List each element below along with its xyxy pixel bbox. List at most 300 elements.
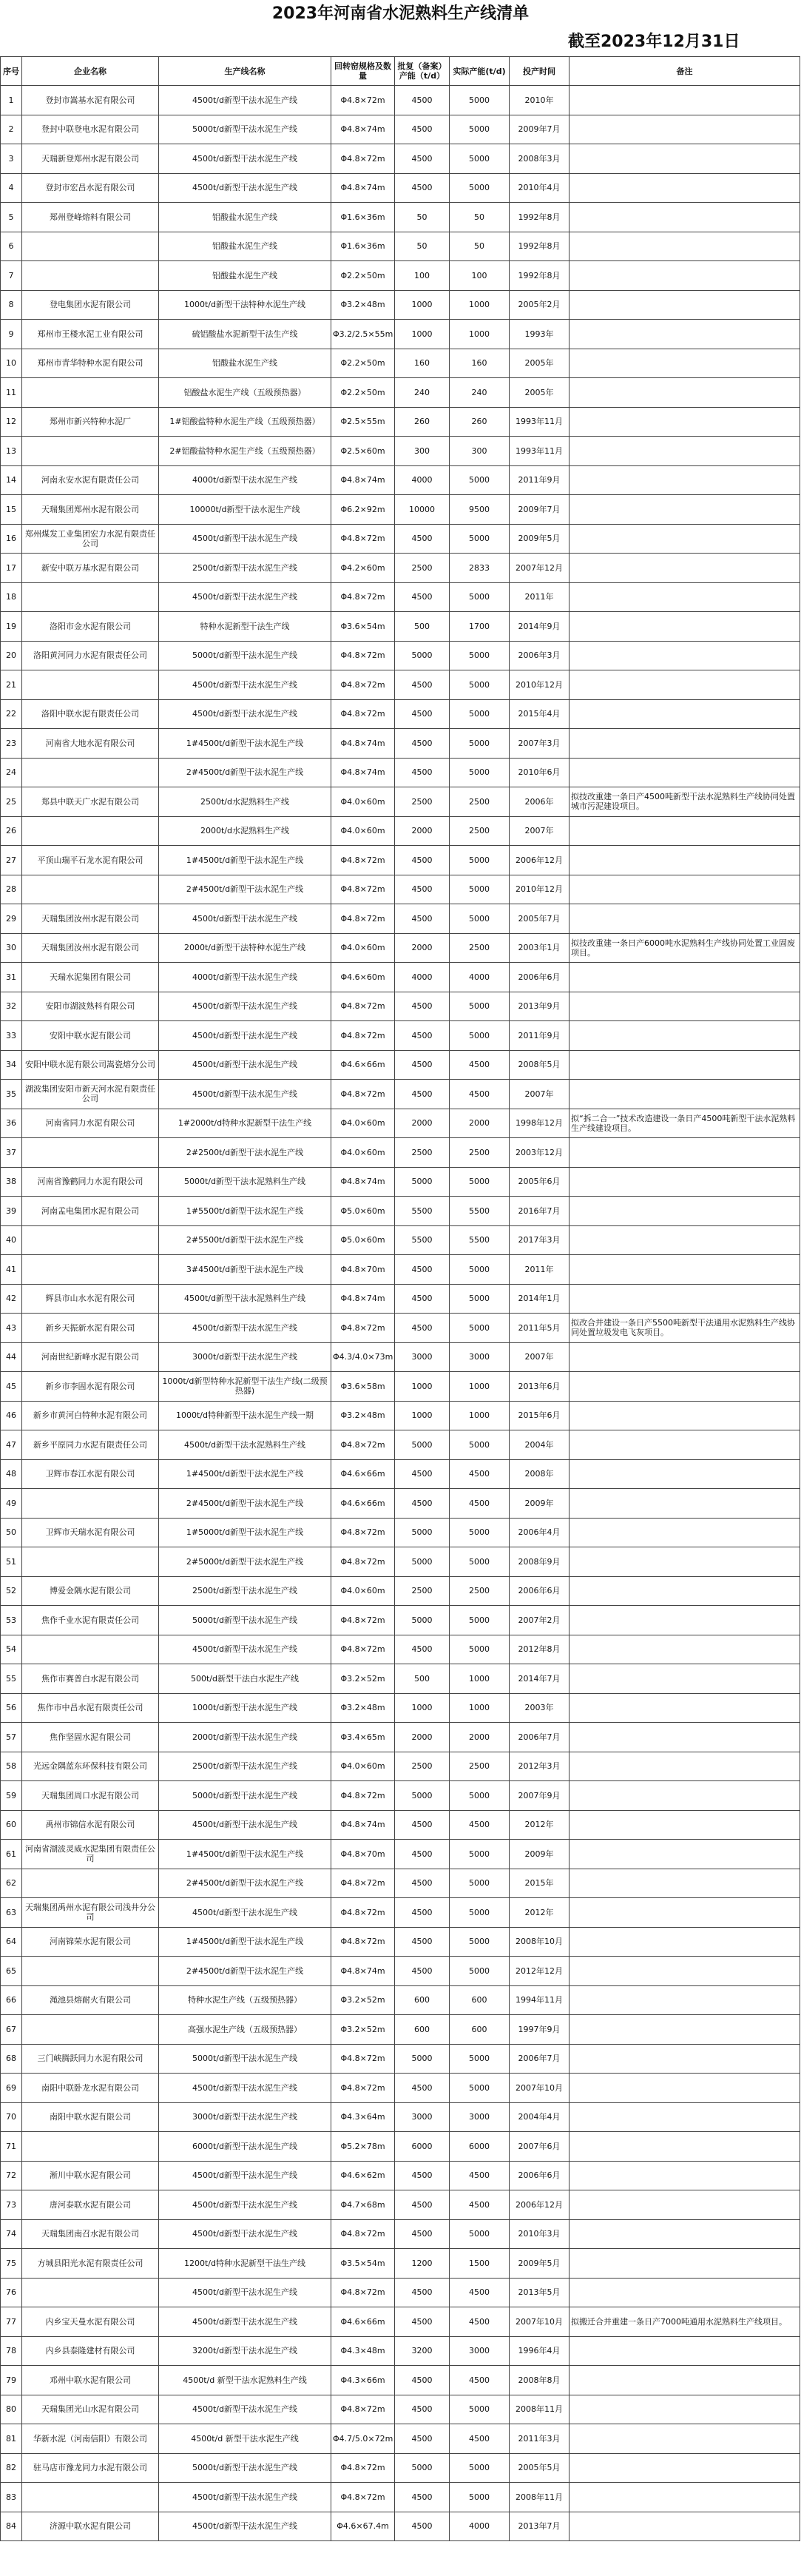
- row-number-cell: 3: [1, 144, 22, 174]
- header-cell: 序号: [1, 57, 22, 86]
- table-row: [1, 1021, 800, 1051]
- commission-date-cell: 1993年11月: [510, 437, 570, 466]
- company-name-cell: 洛阳中联水泥有限责任公司: [22, 699, 159, 729]
- row-number-cell: 26: [1, 816, 22, 846]
- remarks-cell: [570, 1080, 800, 1109]
- actual-capacity-cell: 5000: [450, 144, 510, 174]
- remarks-cell: [570, 2249, 800, 2279]
- commission-date-cell: 2014年9月: [510, 612, 570, 642]
- line-name-cell: 1#4500t/d新型干法水泥生产线: [159, 1459, 331, 1489]
- commission-date-cell: 1996年4月: [510, 2336, 570, 2366]
- commission-date-cell: 2009年7月: [510, 495, 570, 525]
- actual-capacity-cell: 5000: [450, 1284, 510, 1314]
- approved-capacity-cell: 1000: [395, 1401, 450, 1430]
- company-name-cell: [22, 437, 159, 466]
- line-name-cell: 1#4500t/d新型干法水泥生产线: [159, 1927, 331, 1957]
- table-body: [1, 86, 800, 2541]
- remarks-cell: [570, 992, 800, 1021]
- company-name-cell: 新安中联万基水泥有限公司: [22, 554, 159, 583]
- actual-capacity-cell: 5000: [450, 173, 510, 203]
- commission-date-cell: 2006年3月: [510, 641, 570, 670]
- line-name-cell: 4500t/d新型干法水泥生产线: [159, 2278, 331, 2307]
- approved-capacity-cell: 1000: [395, 1693, 450, 1723]
- remarks-cell: [570, 320, 800, 349]
- kiln-spec-cell: Φ4.8×74m: [331, 758, 395, 787]
- commission-date-cell: 2006年6月: [510, 963, 570, 992]
- row-number-cell: 63: [1, 1898, 22, 1928]
- commission-date-cell: 1993年11月: [510, 407, 570, 437]
- table-row: [1, 2132, 800, 2162]
- remarks-cell: [570, 729, 800, 759]
- remarks-cell: [570, 1138, 800, 1168]
- approved-capacity-cell: 1200: [395, 2249, 450, 2279]
- line-name-cell: 5000t/d新型干法水泥熟料生产线: [159, 1167, 331, 1197]
- line-name-cell: 4500t/d新型干法水泥生产线: [159, 1021, 331, 1051]
- commission-date-cell: 2015年6月: [510, 1401, 570, 1430]
- table-row: [1, 349, 800, 378]
- approved-capacity-cell: 4500: [395, 1080, 450, 1109]
- kiln-spec-cell: Φ3.4×65m: [331, 1723, 395, 1752]
- remarks-cell: [570, 1664, 800, 1694]
- approved-capacity-cell: 5000: [395, 1606, 450, 1635]
- kiln-spec-cell: Φ4.3×64m: [331, 2102, 395, 2132]
- row-number-cell: 17: [1, 554, 22, 583]
- company-name-cell: 博爱金隅水泥有限公司: [22, 1576, 159, 1606]
- remarks-cell: [570, 1518, 800, 1547]
- commission-date-cell: 2011年: [510, 1255, 570, 1285]
- as-of-date: 截至2023年12月31日: [568, 33, 740, 51]
- line-name-cell: 4000t/d新型干法水泥生产线: [159, 963, 331, 992]
- company-name-cell: 河南锦荣水泥有限公司: [22, 1927, 159, 1957]
- remarks-cell: [570, 261, 800, 291]
- actual-capacity-cell: 5000: [450, 2219, 510, 2249]
- actual-capacity-cell: 5000: [450, 2483, 510, 2512]
- actual-capacity-cell: 5000: [450, 1840, 510, 1869]
- actual-capacity-cell: 100: [450, 261, 510, 291]
- commission-date-cell: 2014年1月: [510, 1284, 570, 1314]
- actual-capacity-cell: 5000: [450, 641, 510, 670]
- commission-date-cell: 2004年: [510, 1430, 570, 1460]
- table-row: [1, 2015, 800, 2045]
- approved-capacity-cell: 2500: [395, 1752, 450, 1781]
- actual-capacity-cell: 260: [450, 407, 510, 437]
- remarks-cell: [570, 524, 800, 554]
- approved-capacity-cell: 2500: [395, 1138, 450, 1168]
- approved-capacity-cell: 2000: [395, 816, 450, 846]
- commission-date-cell: 2016年7月: [510, 1197, 570, 1226]
- actual-capacity-cell: 5000: [450, 2453, 510, 2483]
- approved-capacity-cell: 2000: [395, 1109, 450, 1138]
- kiln-spec-cell: Φ4.8×72m: [331, 1927, 395, 1957]
- table-row: [1, 582, 800, 612]
- company-name-cell: 河南省大地水泥有限公司: [22, 729, 159, 759]
- table-row: [1, 787, 800, 817]
- line-name-cell: 2#5500t/d新型干法水泥生产线: [159, 1225, 331, 1255]
- approved-capacity-cell: 3200: [395, 2336, 450, 2366]
- production-line-table: [0, 56, 800, 2541]
- actual-capacity-cell: 1500: [450, 2249, 510, 2279]
- kiln-spec-cell: Φ4.8×72m: [331, 846, 395, 875]
- row-number-cell: 29: [1, 904, 22, 934]
- actual-capacity-cell: 3000: [450, 1342, 510, 1372]
- header-cell: 回转窑规格及数量: [331, 57, 395, 86]
- approved-capacity-cell: 1000: [395, 320, 450, 349]
- header-cell: 备注: [570, 57, 800, 86]
- company-name-cell: 登封市嵩基水泥有限公司: [22, 86, 159, 115]
- commission-date-cell: 2010年4月: [510, 173, 570, 203]
- company-name-cell: 新乡市黄河白特种水泥有限公司: [22, 1401, 159, 1430]
- kiln-spec-cell: Φ3.2×48m: [331, 290, 395, 320]
- commission-date-cell: 2006年: [510, 787, 570, 817]
- actual-capacity-cell: 5000: [450, 582, 510, 612]
- kiln-spec-cell: Φ3.2×48m: [331, 1693, 395, 1723]
- actual-capacity-cell: 4500: [450, 1080, 510, 1109]
- line-name-cell: 4500t/d新型干法水泥生产线: [159, 2307, 331, 2337]
- row-number-cell: 27: [1, 846, 22, 875]
- row-number-cell: 15: [1, 495, 22, 525]
- remarks-cell: 拟改合并建设一条日产5500吨新型干法通用水泥熟料生产线协同处置垃圾发电飞灰项目。: [570, 1314, 800, 1343]
- commission-date-cell: 2012年: [510, 1810, 570, 1840]
- remarks-cell: [570, 816, 800, 846]
- line-name-cell: 5000t/d新型干法水泥生产线: [159, 115, 331, 144]
- table-row: [1, 1840, 800, 1869]
- table-row: [1, 699, 800, 729]
- row-number-cell: 62: [1, 1869, 22, 1898]
- commission-date-cell: 2012年3月: [510, 1752, 570, 1781]
- row-number-cell: 2: [1, 115, 22, 144]
- kiln-spec-cell: Φ3.5×54m: [331, 2249, 395, 2279]
- row-number-cell: 75: [1, 2249, 22, 2279]
- company-name-cell: 天瑞水泥集团有限公司: [22, 963, 159, 992]
- table-row: [1, 320, 800, 349]
- table-row: [1, 1547, 800, 1577]
- commission-date-cell: 2005年5月: [510, 2453, 570, 2483]
- kiln-spec-cell: Φ4.6×67.4m: [331, 2512, 395, 2541]
- approved-capacity-cell: 100: [395, 261, 450, 291]
- commission-date-cell: 2007年: [510, 1080, 570, 1109]
- approved-capacity-cell: 160: [395, 349, 450, 378]
- kiln-spec-cell: Φ4.8×72m: [331, 2453, 395, 2483]
- line-name-cell: 2000t/d新型干法特种水泥生产线: [159, 933, 331, 963]
- kiln-spec-cell: Φ4.8×72m: [331, 904, 395, 934]
- remarks-cell: [570, 699, 800, 729]
- approved-capacity-cell: 4500: [395, 699, 450, 729]
- company-name-cell: 济源中联水泥有限公司: [22, 2512, 159, 2541]
- table-row: [1, 115, 800, 144]
- remarks-cell: [570, 1957, 800, 1986]
- company-name-cell: [22, 2278, 159, 2307]
- commission-date-cell: 2008年11月: [510, 2483, 570, 2512]
- actual-capacity-cell: 1000: [450, 1372, 510, 1402]
- kiln-spec-cell: Φ4.6×66m: [331, 1050, 395, 1080]
- actual-capacity-cell: 4500: [450, 2190, 510, 2220]
- table-row: [1, 816, 800, 846]
- approved-capacity-cell: 5000: [395, 1781, 450, 1811]
- kiln-spec-cell: Φ6.2×92m: [331, 495, 395, 525]
- kiln-spec-cell: Φ4.7/5.0×72m: [331, 2424, 395, 2454]
- row-number-cell: 32: [1, 992, 22, 1021]
- commission-date-cell: 2007年9月: [510, 1781, 570, 1811]
- kiln-spec-cell: Φ4.8×72m: [331, 1080, 395, 1109]
- kiln-spec-cell: Φ4.7×68m: [331, 2190, 395, 2220]
- kiln-spec-cell: Φ5.0×60m: [331, 1197, 395, 1226]
- table-row: [1, 144, 800, 174]
- actual-capacity-cell: 5000: [450, 992, 510, 1021]
- kiln-spec-cell: Φ5.2×78m: [331, 2132, 395, 2162]
- commission-date-cell: 1997年9月: [510, 2015, 570, 2045]
- commission-date-cell: 2007年: [510, 816, 570, 846]
- approved-capacity-cell: 4000: [395, 465, 450, 495]
- table-row: [1, 2219, 800, 2249]
- line-name-cell: 4500t/d新型干法水泥生产线: [159, 2483, 331, 2512]
- kiln-spec-cell: Φ4.8×72m: [331, 144, 395, 174]
- company-name-cell: [22, 1635, 159, 1664]
- table-row: [1, 232, 800, 261]
- remarks-cell: [570, 846, 800, 875]
- commission-date-cell: 2007年6月: [510, 2132, 570, 2162]
- table-row: [1, 992, 800, 1021]
- header-row: [1, 57, 800, 86]
- row-number-cell: 6: [1, 232, 22, 261]
- kiln-spec-cell: Φ3.2/2.5×55m: [331, 320, 395, 349]
- remarks-cell: [570, 1752, 800, 1781]
- kiln-spec-cell: Φ4.8×72m: [331, 1869, 395, 1898]
- company-name-cell: [22, 816, 159, 846]
- remarks-cell: [570, 407, 800, 437]
- commission-date-cell: 2003年: [510, 1693, 570, 1723]
- approved-capacity-cell: 10000: [395, 495, 450, 525]
- kiln-spec-cell: Φ4.6×60m: [331, 963, 395, 992]
- kiln-spec-cell: Φ4.6×66m: [331, 1489, 395, 1519]
- actual-capacity-cell: 2833: [450, 554, 510, 583]
- commission-date-cell: 1992年8月: [510, 261, 570, 291]
- table-row: [1, 2074, 800, 2103]
- kiln-spec-cell: Φ3.2×52m: [331, 2015, 395, 2045]
- row-number-cell: 70: [1, 2102, 22, 2132]
- commission-date-cell: 1994年11月: [510, 1985, 570, 2015]
- kiln-spec-cell: Φ4.8×70m: [331, 1840, 395, 1869]
- company-name-cell: 河南世纪新峰水泥有限公司: [22, 1342, 159, 1372]
- approved-capacity-cell: 4500: [395, 2161, 450, 2190]
- company-name-cell: 洛阳黄河同力水泥有限责任公司: [22, 641, 159, 670]
- actual-capacity-cell: 5000: [450, 1430, 510, 1460]
- actual-capacity-cell: 4000: [450, 2512, 510, 2541]
- line-name-cell: 5000t/d新型干法水泥生产线: [159, 2453, 331, 2483]
- row-number-cell: 14: [1, 465, 22, 495]
- row-number-cell: 54: [1, 1635, 22, 1664]
- actual-capacity-cell: 5000: [450, 115, 510, 144]
- approved-capacity-cell: 3000: [395, 1342, 450, 1372]
- approved-capacity-cell: 4500: [395, 1021, 450, 1051]
- commission-date-cell: 2007年10月: [510, 2074, 570, 2103]
- kiln-spec-cell: Φ4.8×72m: [331, 582, 395, 612]
- company-name-cell: 河南省湖波灵威水泥集团有限责任公司: [22, 1840, 159, 1869]
- commission-date-cell: 2008年9月: [510, 1547, 570, 1577]
- remarks-cell: [570, 2015, 800, 2045]
- kiln-spec-cell: Φ3.6×54m: [331, 612, 395, 642]
- company-name-cell: 焦作市中昌水泥有限责任公司: [22, 1693, 159, 1723]
- company-name-cell: 天瑞集团禹州水泥有限公司浅井分公司: [22, 1898, 159, 1928]
- row-number-cell: 35: [1, 1080, 22, 1109]
- approved-capacity-cell: 4500: [395, 846, 450, 875]
- table-row: [1, 1080, 800, 1109]
- company-name-cell: 内乡县泰隆建材有限公司: [22, 2336, 159, 2366]
- commission-date-cell: 2013年7月: [510, 2512, 570, 2541]
- row-number-cell: 64: [1, 1927, 22, 1957]
- approved-capacity-cell: 4500: [395, 2483, 450, 2512]
- table-row: [1, 2453, 800, 2483]
- line-name-cell: 2500t/d水泥熟料生产线: [159, 787, 331, 817]
- remarks-cell: [570, 2102, 800, 2132]
- company-name-cell: [22, 2132, 159, 2162]
- remarks-cell: [570, 1459, 800, 1489]
- actual-capacity-cell: 5000: [450, 1547, 510, 1577]
- table-row: [1, 641, 800, 670]
- commission-date-cell: 2007年3月: [510, 729, 570, 759]
- commission-date-cell: 2006年6月: [510, 2161, 570, 2190]
- commission-date-cell: 2010年12月: [510, 875, 570, 904]
- kiln-spec-cell: Φ4.8×72m: [331, 875, 395, 904]
- line-name-cell: 5000t/d新型干法水泥生产线: [159, 2044, 331, 2074]
- remarks-cell: [570, 1927, 800, 1957]
- remarks-cell: [570, 1225, 800, 1255]
- commission-date-cell: 2005年: [510, 349, 570, 378]
- company-name-cell: 内乡宝天曼水泥有限公司: [22, 2307, 159, 2337]
- remarks-cell: [570, 1985, 800, 2015]
- company-name-cell: 登封市宏昌水泥有限公司: [22, 173, 159, 203]
- row-number-cell: 38: [1, 1167, 22, 1197]
- approved-capacity-cell: 4500: [395, 875, 450, 904]
- table-row: [1, 1401, 800, 1430]
- company-name-cell: 郑县中联天广水泥有限公司: [22, 787, 159, 817]
- company-name-cell: 洛阳市金水泥有限公司: [22, 612, 159, 642]
- row-number-cell: 57: [1, 1723, 22, 1752]
- commission-date-cell: 2003年12月: [510, 1138, 570, 1168]
- remarks-cell: [570, 875, 800, 904]
- kiln-spec-cell: Φ4.0×60m: [331, 1138, 395, 1168]
- company-name-cell: [22, 2015, 159, 2045]
- company-name-cell: 安阳市湖波熟料有限公司: [22, 992, 159, 1021]
- commission-date-cell: 2011年5月: [510, 1314, 570, 1343]
- company-name-cell: 邓州中联水泥有限公司: [22, 2366, 159, 2395]
- row-number-cell: 47: [1, 1430, 22, 1460]
- kiln-spec-cell: Φ4.8×72m: [331, 1021, 395, 1051]
- actual-capacity-cell: 4500: [450, 2278, 510, 2307]
- line-name-cell: 4500t/d新型干法水泥生产线: [159, 670, 331, 700]
- row-number-cell: 65: [1, 1957, 22, 1986]
- line-name-cell: 1#2000t/d特种水泥新型干法生产线: [159, 1109, 331, 1138]
- commission-date-cell: 1992年8月: [510, 232, 570, 261]
- commission-date-cell: 2003年1月: [510, 933, 570, 963]
- remarks-cell: [570, 641, 800, 670]
- line-name-cell: 4500t/d新型干法水泥生产线: [159, 1810, 331, 1840]
- approved-capacity-cell: 3000: [395, 2102, 450, 2132]
- approved-capacity-cell: 4500: [395, 1869, 450, 1898]
- approved-capacity-cell: 500: [395, 1664, 450, 1694]
- commission-date-cell: 2006年7月: [510, 1723, 570, 1752]
- company-name-cell: [22, 1547, 159, 1577]
- commission-date-cell: 2015年4月: [510, 699, 570, 729]
- kiln-spec-cell: Φ4.8×74m: [331, 173, 395, 203]
- company-name-cell: 新乡市李固水泥有限公司: [22, 1372, 159, 1402]
- row-number-cell: 40: [1, 1225, 22, 1255]
- company-name-cell: 河南省同力水泥有限公司: [22, 1109, 159, 1138]
- actual-capacity-cell: 160: [450, 349, 510, 378]
- line-name-cell: 1000t/d新型干法水泥生产线: [159, 1693, 331, 1723]
- table-row: [1, 1781, 800, 1811]
- commission-date-cell: 2009年5月: [510, 2249, 570, 2279]
- remarks-cell: [570, 290, 800, 320]
- table-row: [1, 1372, 800, 1402]
- actual-capacity-cell: 5000: [450, 465, 510, 495]
- actual-capacity-cell: 5000: [450, 1635, 510, 1664]
- kiln-spec-cell: Φ4.8×72m: [331, 699, 395, 729]
- company-name-cell: 安阳中联水泥有限公司嵩瓷熔分公司: [22, 1050, 159, 1080]
- company-name-cell: 郑州煤发工业集团宏力水泥有限责任公司: [22, 524, 159, 554]
- remarks-cell: [570, 495, 800, 525]
- table-row: [1, 670, 800, 700]
- approved-capacity-cell: 5000: [395, 2044, 450, 2074]
- row-number-cell: 36: [1, 1109, 22, 1138]
- kiln-spec-cell: Φ4.8×72m: [331, 2483, 395, 2512]
- table-row: [1, 933, 800, 963]
- commission-date-cell: 1998年12月: [510, 1109, 570, 1138]
- approved-capacity-cell: 5000: [395, 1430, 450, 1460]
- table-row: [1, 290, 800, 320]
- remarks-cell: [570, 2512, 800, 2541]
- row-number-cell: 18: [1, 582, 22, 612]
- commission-date-cell: 2008年11月: [510, 2395, 570, 2424]
- kiln-spec-cell: Φ4.3/4.0×73m: [331, 1342, 395, 1372]
- table-row: [1, 1606, 800, 1635]
- actual-capacity-cell: 5000: [450, 2074, 510, 2103]
- remarks-cell: [570, 2366, 800, 2395]
- actual-capacity-cell: 2500: [450, 1138, 510, 1168]
- actual-capacity-cell: 2500: [450, 933, 510, 963]
- commission-date-cell: 2009年: [510, 1489, 570, 1519]
- commission-date-cell: 2006年12月: [510, 846, 570, 875]
- actual-capacity-cell: 9500: [450, 495, 510, 525]
- line-name-cell: 2500t/d新型干法水泥生产线: [159, 1576, 331, 1606]
- actual-capacity-cell: 3000: [450, 2102, 510, 2132]
- commission-date-cell: 2013年9月: [510, 992, 570, 1021]
- line-name-cell: 4500t/d新型干法水泥生产线: [159, 1080, 331, 1109]
- commission-date-cell: 2006年12月: [510, 2190, 570, 2220]
- table-row: [1, 524, 800, 554]
- line-name-cell: 500t/d新型干法白水泥生产线: [159, 1664, 331, 1694]
- actual-capacity-cell: 2500: [450, 1576, 510, 1606]
- company-name-cell: [22, 378, 159, 408]
- line-name-cell: 4500t/d新型干法水泥生产线: [159, 2219, 331, 2249]
- row-number-cell: 46: [1, 1401, 22, 1430]
- approved-capacity-cell: 4000: [395, 963, 450, 992]
- remarks-cell: [570, 1840, 800, 1869]
- line-name-cell: 铝酸盐水泥生产线: [159, 232, 331, 261]
- company-name-cell: 辉县市山水水泥有限公司: [22, 1284, 159, 1314]
- line-name-cell: 4500t/d新型干法水泥生产线: [159, 2395, 331, 2424]
- kiln-spec-cell: Φ4.0×60m: [331, 816, 395, 846]
- remarks-cell: [570, 1869, 800, 1898]
- commission-date-cell: 2011年3月: [510, 2424, 570, 2454]
- actual-capacity-cell: 5000: [450, 1255, 510, 1285]
- company-name-cell: 焦作坚固水泥有限公司: [22, 1723, 159, 1752]
- company-name-cell: [22, 1489, 159, 1519]
- company-name-cell: 渑池县熔耐火有限公司: [22, 1985, 159, 2015]
- remarks-cell: 拟技改重建一条日产6000吨水泥熟料生产线协同处置工业固废项目。: [570, 933, 800, 963]
- approved-capacity-cell: 2000: [395, 933, 450, 963]
- row-number-cell: 44: [1, 1342, 22, 1372]
- actual-capacity-cell: 300: [450, 437, 510, 466]
